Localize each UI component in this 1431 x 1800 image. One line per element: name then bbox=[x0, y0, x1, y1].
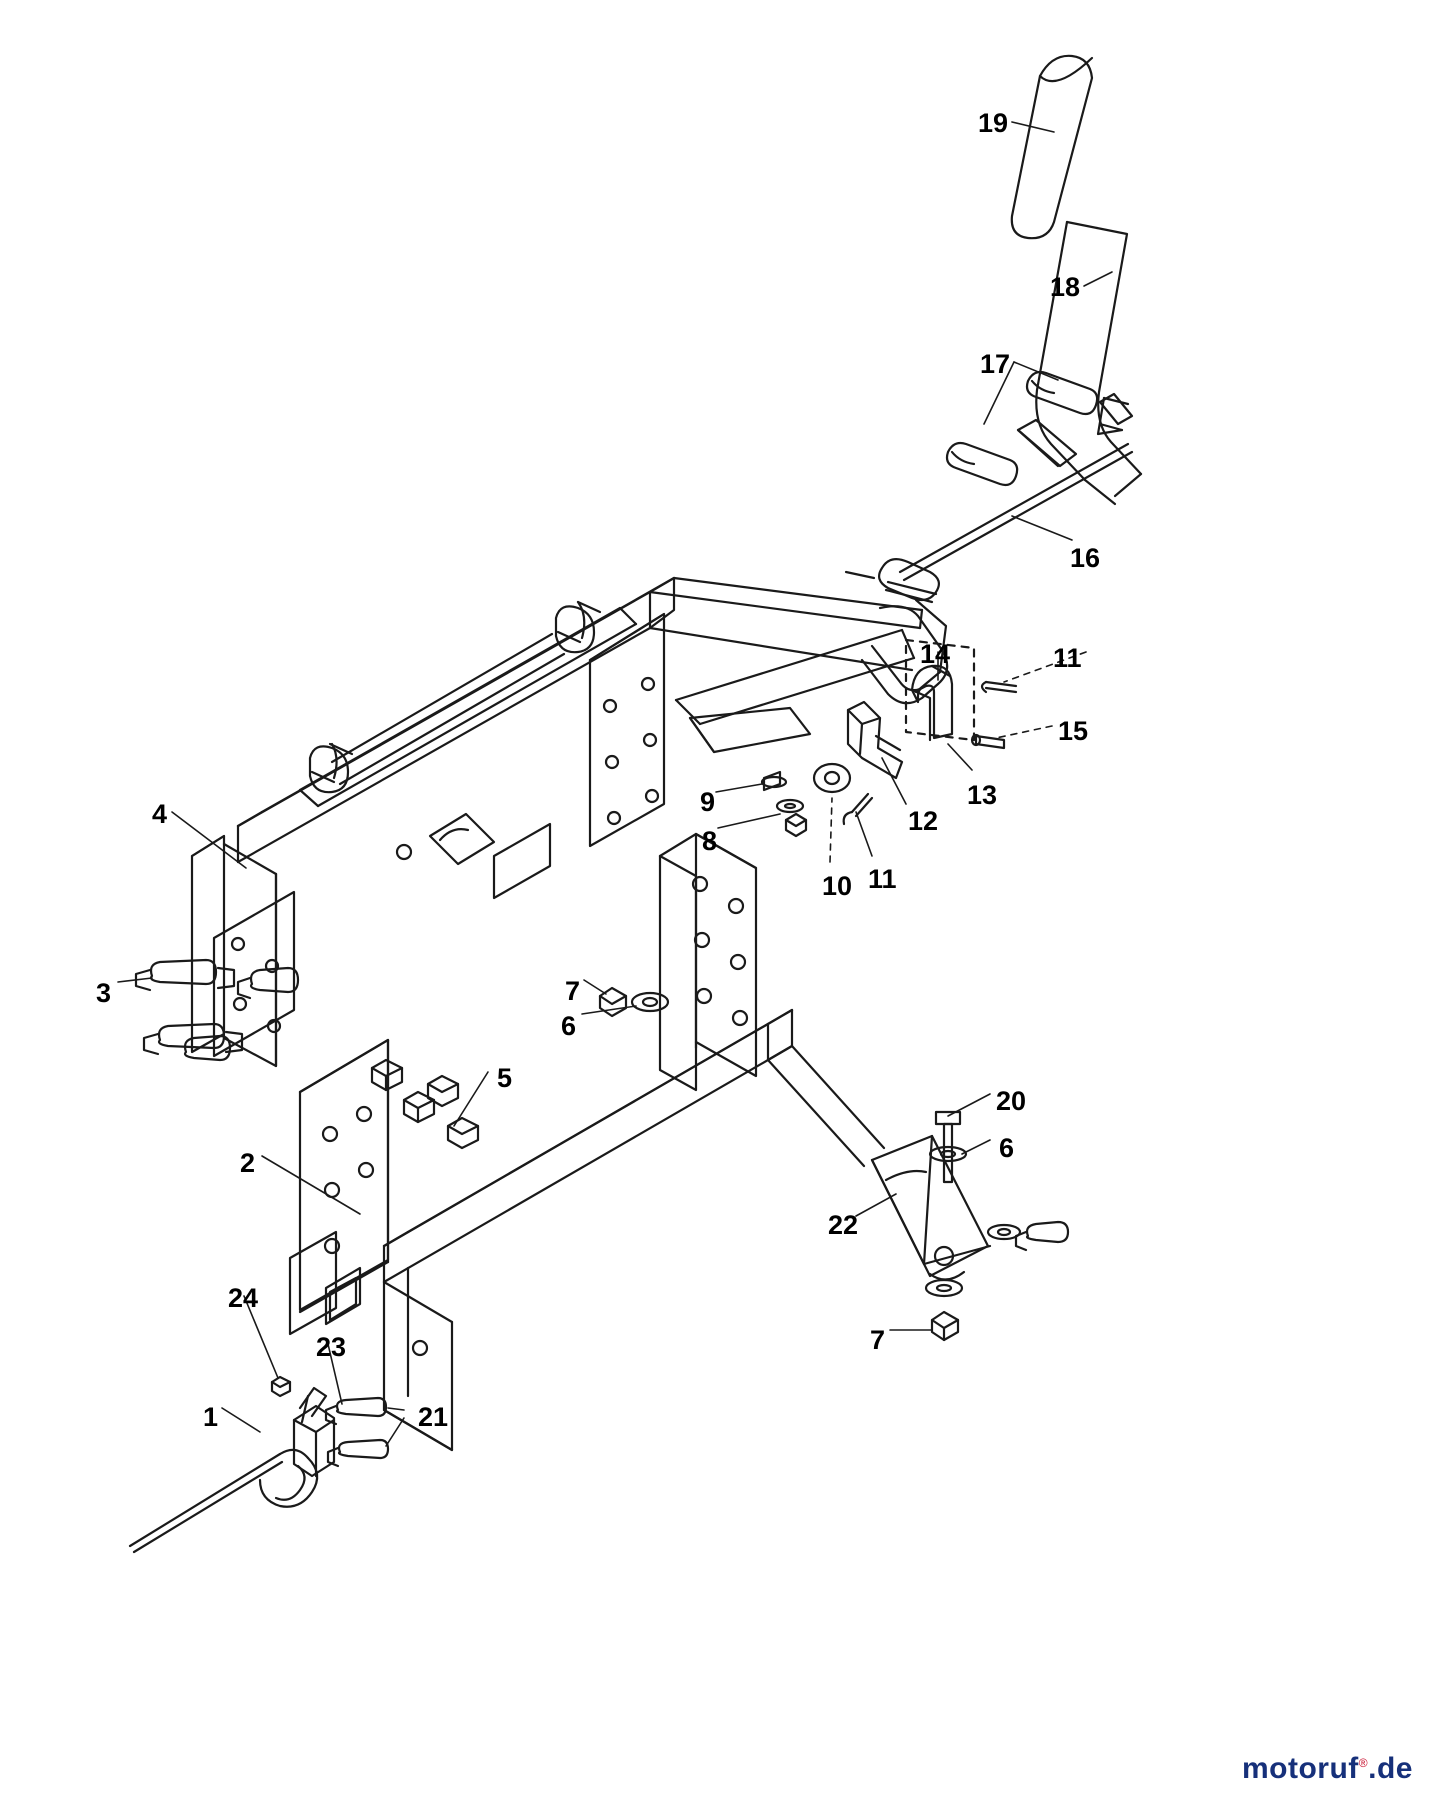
callout-24: 24 bbox=[228, 1283, 259, 1313]
callout-23: 23 bbox=[316, 1332, 347, 1362]
callout-6-right: 6 bbox=[999, 1133, 1015, 1163]
part-12-fork-bracket bbox=[848, 702, 902, 778]
callout-7-right: 7 bbox=[870, 1325, 886, 1355]
callout-21: 21 bbox=[418, 1402, 449, 1432]
callout-5: 5 bbox=[497, 1063, 513, 1093]
callout-17: 17 bbox=[980, 349, 1011, 379]
watermark bbox=[1242, 1752, 1413, 1786]
callout-20: 20 bbox=[996, 1086, 1027, 1116]
callout-3: 3 bbox=[96, 978, 112, 1008]
part-9-bolt-small bbox=[762, 772, 786, 790]
callout-4: 4 bbox=[152, 799, 168, 829]
callout-11-upper: 11 bbox=[1053, 643, 1082, 673]
callout-14: 14 bbox=[920, 639, 951, 669]
left-leg-assembly bbox=[192, 836, 388, 1334]
callout-10: 10 bbox=[822, 871, 853, 901]
main-frame-assembly bbox=[238, 578, 947, 901]
callout-22: 22 bbox=[828, 1210, 859, 1240]
part-14-latch-hook bbox=[912, 666, 952, 740]
watermark-tld: .de bbox=[1368, 1752, 1413, 1785]
callout-11-lower: 11 bbox=[868, 864, 897, 894]
part-19-handle-grip bbox=[1012, 56, 1092, 238]
callout-19: 19 bbox=[978, 108, 1009, 138]
part-20-carriage-bolt bbox=[930, 1112, 966, 1182]
callout-7-mid: 7 bbox=[565, 976, 581, 1006]
part-21-bolts-lower bbox=[326, 1398, 388, 1466]
callout-13: 13 bbox=[967, 780, 998, 810]
part-1-latch-rod bbox=[130, 1450, 317, 1552]
part-7-lock-nut-right bbox=[926, 1280, 962, 1340]
right-leg-assembly bbox=[384, 834, 884, 1450]
callout-9: 9 bbox=[700, 787, 716, 817]
watermark-brand: motoruf bbox=[1241, 1752, 1359, 1785]
callout-12: 12 bbox=[908, 806, 939, 836]
callout-16: 16 bbox=[1070, 543, 1101, 573]
callout-15: 15 bbox=[1058, 716, 1089, 746]
callout-2: 2 bbox=[240, 1148, 256, 1178]
part-6-washer-mid bbox=[632, 993, 668, 1011]
callout-1: 1 bbox=[203, 1402, 219, 1432]
callout-6-mid: 6 bbox=[561, 1011, 577, 1041]
part-21-right-bolt bbox=[1016, 1222, 1068, 1250]
part-11-cotter-pin-upper bbox=[982, 682, 1016, 692]
part-8-washer-small bbox=[777, 800, 806, 836]
part-3-bolts bbox=[136, 960, 298, 1060]
part-24-small-nut bbox=[272, 1377, 290, 1396]
leader-lines bbox=[118, 122, 1112, 1446]
callout-8: 8 bbox=[702, 826, 718, 856]
part-11-cotter-pin-lower bbox=[844, 794, 872, 824]
watermark-trademark: ® bbox=[1358, 1756, 1369, 1770]
callout-18: 18 bbox=[1050, 272, 1081, 302]
part-10-pivot-washer bbox=[814, 764, 850, 792]
